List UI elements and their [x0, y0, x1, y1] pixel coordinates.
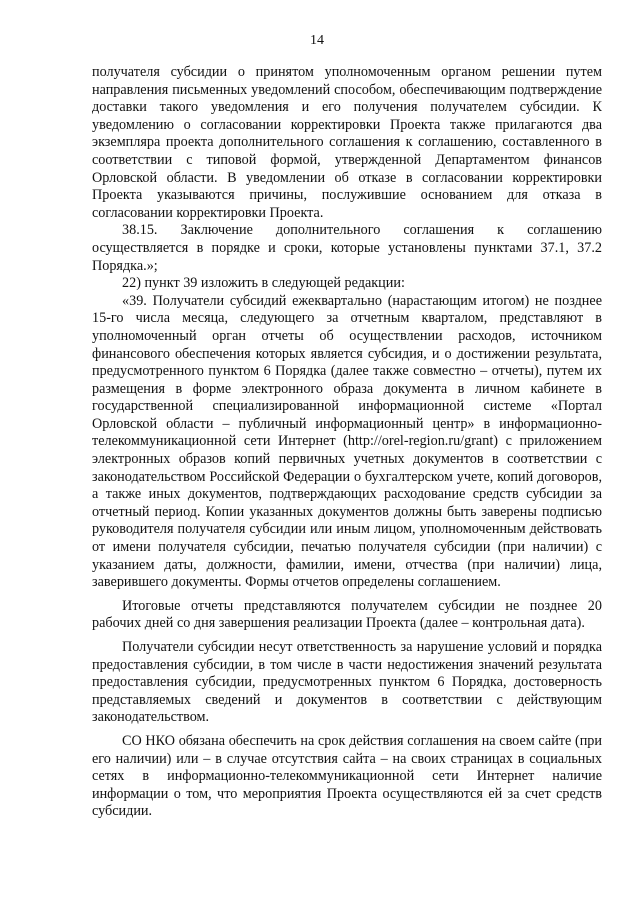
paragraph-nko-publication: СО НКО обязана обеспечить на срок действия соглашения на своем сайте (при его наличии) или – в случае отсутствия сайта – на своих страницах в социальных сетях в информационно-телекоммуникационной сети Интернет наличие информации о том, что мероприятия Проекта осуществляются ей за счет средств субсидии. — [92, 732, 602, 820]
page-number: 14 — [310, 33, 324, 48]
paragraph-responsibility: Получатели субсидии несут ответственность за нарушение условий и порядка предоставления субсидии, в том числе в части недостижения значений результата предоставления субсидии, предусмотренных пунктом 6 Порядка, достоверность представляемых сведений и документов в соответствии с действующим законодательством. — [92, 639, 602, 726]
paragraph-final-reports: Итоговые отчеты представляются получателем субсидии не позднее 20 рабочих дней со дня завершения реализации Проекта (далее – контрольная дата). — [92, 597, 602, 632]
paragraph-39-reports: «39. Получатели субсидий ежеквартально (нарастающим итогом) не позднее 15-го числа месяца, следующего за отчетным кварталом, представляют в уполномоченный орган отчеты об осуществлении расходов, источником финансового обеспечения которых является субсидия, и о достижении результата, предусмотренного пунктом 6 Порядка (далее также совместно – отчеты), путем их размещения в форме электронного образа документа в личном кабинете в государственной специализированной информационной системе «Портал Орловской области – публичный информационный центр» в информационно-телекоммуникационной сети Интернет (http://orel-region.ru/grant) с приложением электронных образов копий первичных учетных документов в соответствии с законодательством Российской Федерации о бухгалтерском учете, копий договоров, а также иных документов, подтверждающих расходование средств субсидии за отчетный период. Копии указанных документов должны быть заверены подписью руководителя получателя субсидии или иным лицом, уполномоченным действовать от имени получателя субсидии, печатью получателя субсидии (при наличии) с указанием даты, должности, фамилии, имени, отчества (при наличии) лица, заверившего документы. Формы отчетов определены соглашением. — [92, 292, 602, 591]
paragraph-38-15: 38.15. Заключение дополнительного соглашения к соглашению осуществляется в порядке и сроки, которые установлены пунктами 37.1, 37.2 Порядка.»; — [92, 222, 602, 274]
document-body — [92, 64, 602, 821]
paragraph-notification-continuation: получателя субсидии о принятом уполномоченным органом решении путем направления письменных уведомлений способом, обеспечивающим подтверждение доставки такого уведомления и его получения получателем субсидии. К уведомлению о согласовании корректировки Проекта также прилагаются два экземпляра проекта дополнительного соглашения к соглашению, составленного в соответствии с типовой формой, утвержденной Департаментом финансов Орловской области. В уведомлении об отказе в согласовании корректировки Проекта указываются причины, послужившие основанием для отказа в согласовании корректировки Проекта. — [92, 64, 602, 221]
paragraph-item-22: 22) пункт 39 изложить в следующей редакции: — [122, 275, 405, 292]
